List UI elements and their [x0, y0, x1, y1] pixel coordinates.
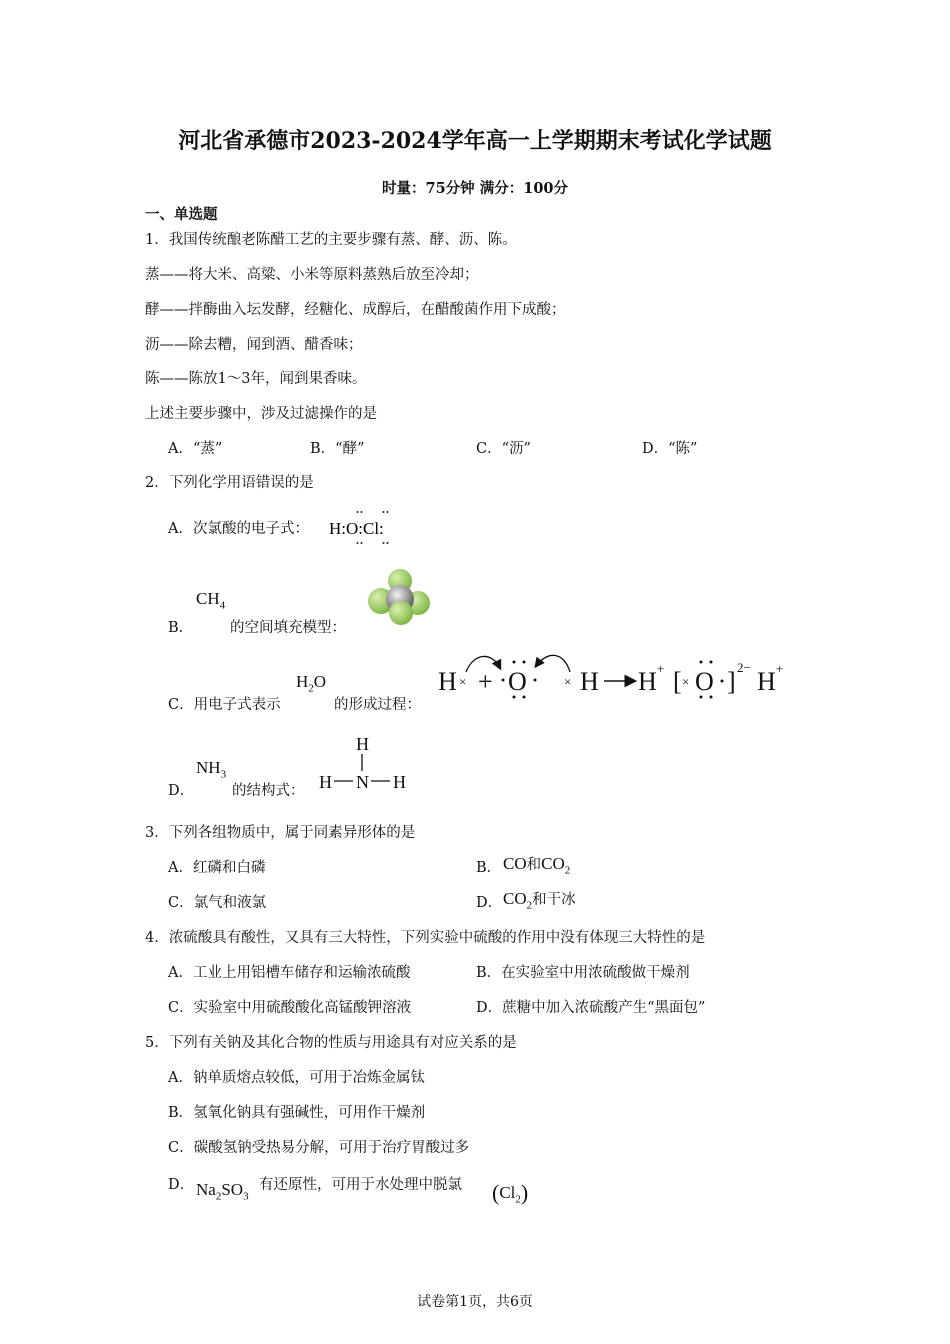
question-1-line: 沥——除去糟，闻到酒、醋香味；: [145, 337, 363, 353]
svg-text:H: H: [438, 667, 457, 696]
svg-text:H: H: [580, 667, 599, 696]
section-heading: 一、单选题: [145, 206, 218, 223]
option-c: C．实验室中用硫酸酸化高锰酸钾溶液: [168, 1000, 412, 1016]
question-4-stem: 4．浓硫酸具有酸性，又具有三大特性，下列实验中硫酸的作用中没有体现三大特性的是: [145, 930, 706, 946]
cl2-formula: $(Cl_2)$: [492, 1180, 529, 1206]
electron-formula-text: H:O:Cl:: [329, 519, 384, 538]
ch4-space-filling-model: [364, 566, 434, 628]
option-b: B．: [476, 860, 502, 876]
option-a: A．“蒸”: [168, 441, 223, 457]
option-a: A．次氯酸的电子式：: [168, 521, 309, 537]
option-c: C．氯气和液氯: [168, 895, 267, 911]
option-a: A．钠单质熔点较低，可用于冶炼金属钛: [168, 1070, 425, 1086]
option-b: B．氢氧化钠具有强碱性，可用作干燥剂: [168, 1105, 426, 1121]
page-title: 河北省承德市2023-2024学年高一上学期期末考试化学试题: [178, 128, 772, 154]
question-3-stem: 3．下列各组物质中，属于同素异形体的是: [145, 825, 416, 841]
svg-text:O: O: [695, 667, 714, 696]
h2o-formula: $H_2O$: [296, 672, 327, 695]
exam-info: 时量：75分钟 满分：100分: [382, 180, 568, 197]
option-d: D．蔗糖中加入浓硫酸产生“黑面包”: [476, 1000, 706, 1016]
option-a: A．工业上用铝槽车储存和运输浓硫酸: [168, 965, 411, 981]
question-1-line: 上述主要步骤中，涉及过滤操作的是: [145, 406, 377, 422]
svg-text:2−: 2−: [737, 660, 751, 675]
option-b-text: CO和$CO_2$: [503, 854, 571, 877]
question-1-line: 酵——拌酶曲入坛发酵，经糖化、成醇后，在醋酸菌作用下成酸；: [145, 302, 566, 318]
question-1-stem: 1．我国传统酿老陈醋工艺的主要步骤有蒸、酵、沥、陈。: [145, 232, 517, 248]
option-d-text: $CO_2$和干冰: [503, 889, 576, 912]
option-d: D．: [476, 895, 503, 911]
svg-text:×: ×: [682, 674, 690, 689]
hclo-electron-formula: [326, 504, 412, 548]
svg-text:×: ×: [459, 674, 467, 689]
option-c: C．碳酸氢钠受热易分解，可用于治疗胃酸过多: [168, 1140, 470, 1156]
atom-h-top: H: [356, 734, 369, 754]
option-b: B．: [168, 620, 194, 636]
atom-n: N: [356, 772, 369, 792]
question-1-line: 蒸——将大米、高粱、小米等原料蒸熟后放至冷却；: [145, 267, 479, 283]
h2o-formation-diagram: [436, 648, 796, 706]
svg-text:+: +: [657, 661, 665, 676]
option-b-text: 的空间填充模型：: [230, 620, 346, 636]
nh3-structural-formula: [316, 733, 416, 795]
svg-text:O: O: [508, 667, 527, 696]
option-d-text: 的结构式：: [232, 783, 305, 799]
svg-text:]: ]: [727, 667, 736, 696]
svg-text:+: +: [478, 667, 493, 696]
question-1-line: 陈——陈放1～3年，闻到果香味。: [145, 371, 367, 387]
option-b: B．在实验室中用浓硫酸做干燥剂: [476, 965, 690, 981]
option-b: B．“酵”: [310, 441, 365, 457]
option-d-text: 有还原性，可用于水处理中脱氯: [259, 1177, 462, 1193]
question-5-stem: 5．下列有关钠及其化合物的性质与用途具有对应关系的是: [145, 1035, 517, 1051]
nh3-formula: $NH_3$: [196, 758, 227, 781]
page-footer: 试卷第1页，共6页: [417, 1294, 533, 1310]
option-c: C．用电子式表示: [168, 697, 281, 713]
na2so3-formula: $Na_2SO_3$: [196, 1180, 249, 1203]
option-d: D．: [168, 783, 195, 799]
option-c-text: 的形成过程：: [334, 697, 421, 713]
svg-text:+: +: [776, 661, 784, 676]
option-d: D．“陈”: [642, 441, 698, 457]
ch4-formula: $CH_4$: [196, 589, 226, 612]
atom-h-right: H: [393, 772, 406, 792]
atom-h-left: H: [319, 772, 332, 792]
svg-text:H: H: [638, 667, 657, 696]
option-d: D．: [168, 1177, 195, 1193]
option-c: C．“沥”: [476, 441, 531, 457]
option-a: A．红磷和白磷: [168, 860, 266, 876]
svg-text:×: ×: [564, 674, 572, 689]
svg-text:H: H: [757, 667, 776, 696]
question-2-stem: 2．下列化学用语错误的是: [145, 475, 314, 491]
svg-text:[: [: [673, 667, 682, 696]
